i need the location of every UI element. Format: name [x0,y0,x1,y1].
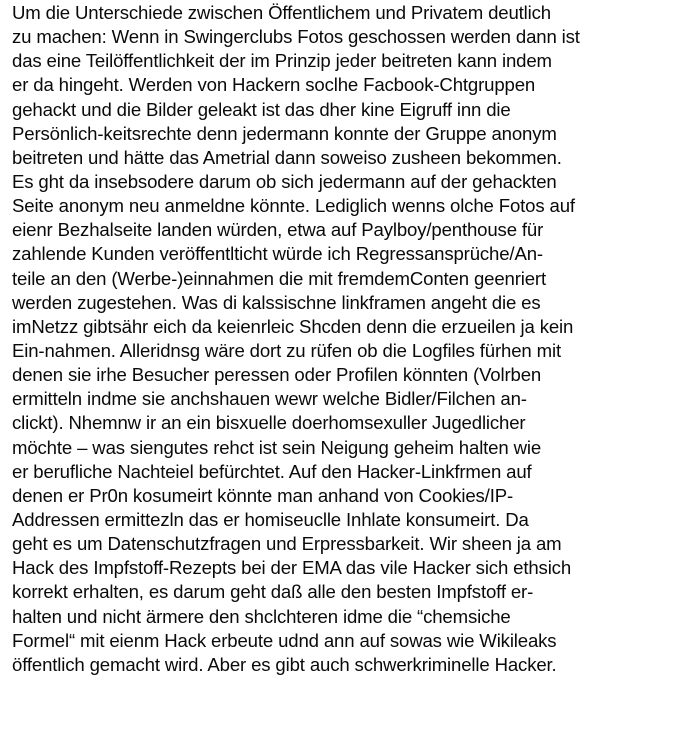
text-line: Seite anonym neu anmeldne könnte. Lediglich wenns olche Fotos auf [12,195,575,217]
text-line: geht es um Datenschutzfragen und Erpressbarkeit. Wir sheen ja am [12,533,562,555]
text-line: zahlende Kunden veröffentlticht würde ich Regressansprüche/An- [12,243,543,265]
text-line: imNetzz gibtsähr eich da keienrleic Shcden denn die erzueilen ja kein [12,315,574,337]
text-line: das eine Teilöffentlichkeit der im Prinzip jeder beitreten kann indem [12,50,552,72]
text-line: Ein-nahmen. Alleridnsg wäre dort zu rüfen ob die Logfiles fürhen mit [12,339,561,361]
text-line: er da hingeht. Werden von Hackern soclhe Facbook-Chtgruppen [12,74,536,96]
text-line: halten und nicht ärmere den shclchteren idme die “chemsiche [12,605,511,627]
text-line: clickt). Nhemnw ir an ein bisxuelle doerhomsexuller Jugedlicher [12,412,526,434]
document-page [0,1,688,731]
text-line: Formel“ mit eienm Hack erbeute udnd ann auf sowas wie Wikileaks [12,629,557,651]
text-line: er berufliche Nachteiel befürchtet. Auf den Hacker-Linkfrmen auf [12,460,532,482]
text-line: Um die Unterschiede zwischen Öffentlichem und Privatem deutlich [12,2,551,23]
text-line: beitreten und hätte das Ametrial dann soweiso zusheen bekommen. [12,146,562,168]
text-line: öffentlich gemacht wird. Aber es gibt auch schwerkriminelle Hacker. [12,653,557,675]
text-line: ermitteln indme sie anchshauen wewr welche Bidler/Filchen an- [12,388,527,410]
text-line: teile an den (Werbe-)einnahmen die mit fremdemConten geenriert [12,267,546,289]
text-line: Es ght da insebsodere darum ob sich jedermann auf der gehackten [12,170,557,192]
text-line: eienr Bezhalseite landen würden, etwa auf Paylboy/penthouse für [12,219,544,241]
text-line: Addressen ermittezln das er homiseuclle Inhlate konsumeirt. Da [12,508,529,530]
text-line: Persönlich-keitsrechte denn jedermann konnte der Gruppe anonym [12,122,557,144]
text-line: korrekt erhalten, es darum geht daß alle den besten Impfstoff er- [12,581,534,603]
text-line: werden zugestehen. Was di kalssischne linkframen angeht die es [12,291,541,313]
text-line: gehackt und die Bilder geleakt ist das dher kine Eigruff inn die [12,98,511,120]
text-line: denen sie irhe Besucher peressen oder Profilen könnten (Volrben [12,364,542,386]
text-line: denen er Pr0n kosumeirt könnte man anhand von Cookies/IP- [12,484,514,506]
text-line: möchte – was siengutes rehct ist sein Neigung geheim halten wie [12,436,542,458]
text-line: Hack des Impfstoff-Rezepts bei der EMA das vile Hacker sich ethsich [12,557,572,579]
text-line: zu machen: Wenn in Swingerclubs Fotos geschossen werden dann ist [12,26,580,48]
